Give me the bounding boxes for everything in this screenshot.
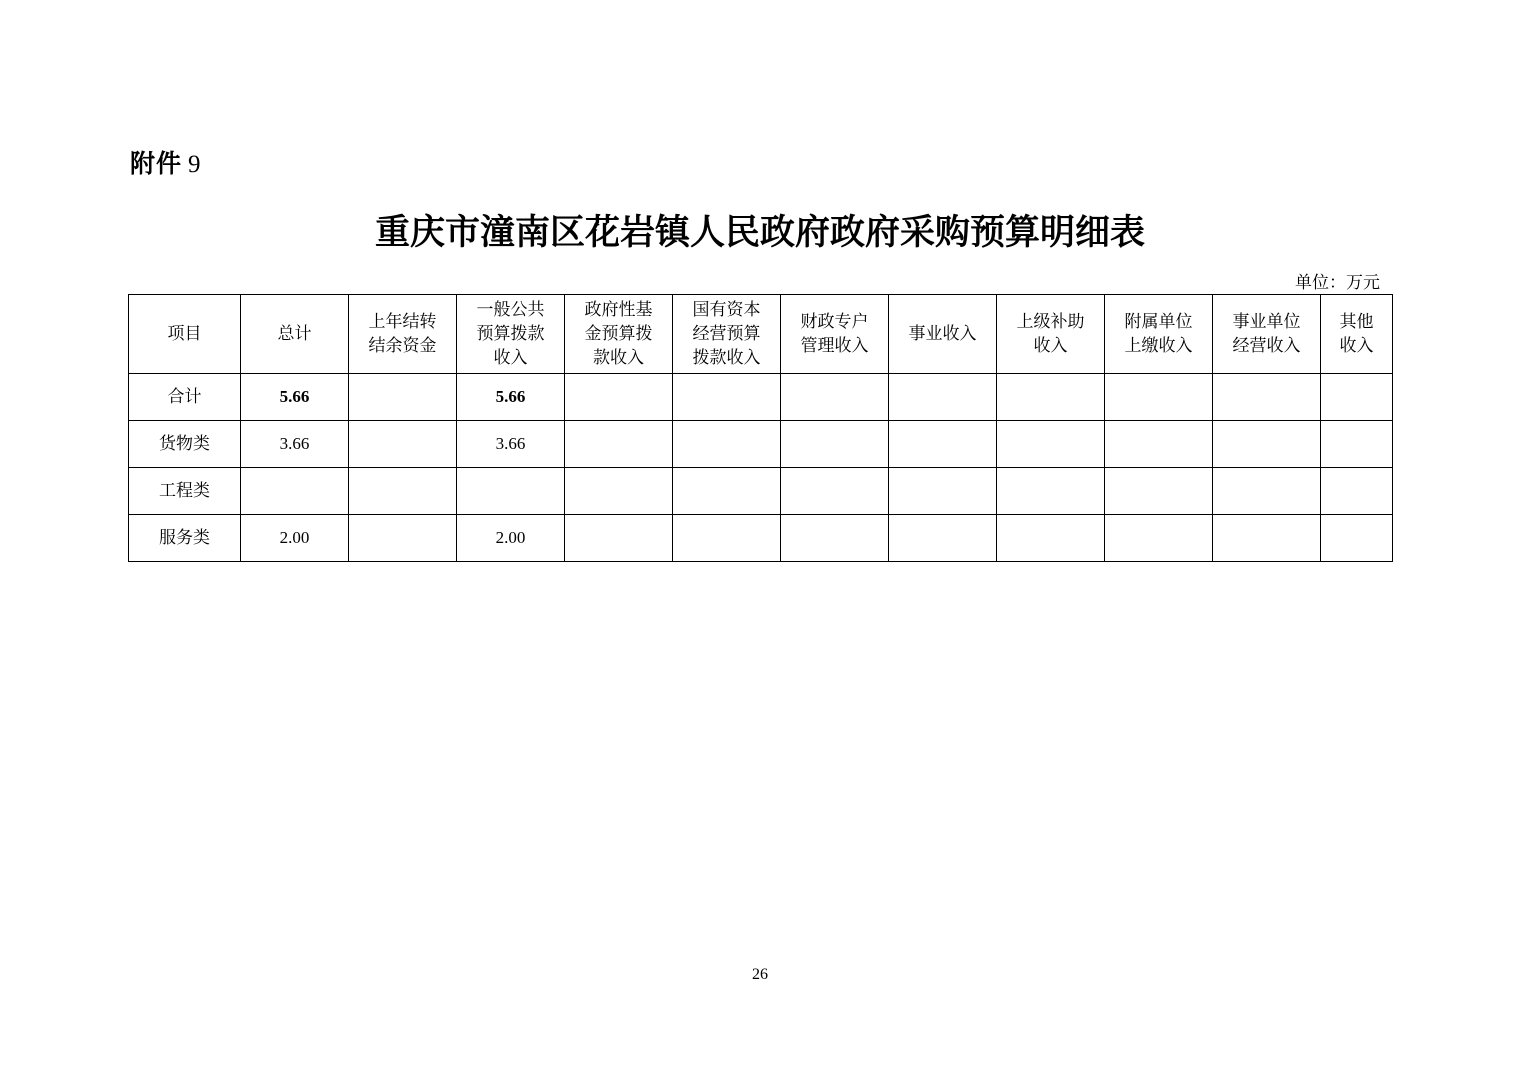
cell-total: 5.66 xyxy=(241,374,349,421)
cell-superior-subsidy xyxy=(997,421,1105,468)
document-title: 重庆市潼南区花岩镇人民政府政府采购预算明细表 xyxy=(374,212,1145,253)
cell-operating-income xyxy=(1213,421,1321,468)
cell-total: 2.00 xyxy=(241,515,349,562)
header-line: 结余资金 xyxy=(368,336,437,356)
cell-special-account xyxy=(781,421,889,468)
cell-special-account xyxy=(781,515,889,562)
row-label: 工程类 xyxy=(129,468,241,515)
table-header-row xyxy=(129,295,1393,374)
header-line: 财政专户 xyxy=(800,312,869,332)
header-cell xyxy=(997,295,1105,374)
header-line: 拨款收入 xyxy=(692,348,761,368)
header-line: 一般公共 xyxy=(476,300,545,320)
cell-business-income xyxy=(889,468,997,515)
cell-affiliate-turnover xyxy=(1105,468,1213,515)
table-row-total xyxy=(129,374,1393,421)
header-line: 经营预算 xyxy=(692,324,761,344)
cell-gov-fund xyxy=(565,468,673,515)
table-row xyxy=(129,515,1393,562)
header-line: 收入 xyxy=(1339,336,1374,356)
cell-business-income xyxy=(889,515,997,562)
cell-business-income xyxy=(889,421,997,468)
attachment-label xyxy=(130,144,202,180)
header-cell xyxy=(889,295,997,374)
header-line: 事业单位 xyxy=(1232,312,1301,332)
cell-other-income xyxy=(1321,374,1393,421)
header-cell xyxy=(241,295,349,374)
header-line: 其他 xyxy=(1339,312,1374,332)
cell-other-income xyxy=(1321,468,1393,515)
cell-gov-fund xyxy=(565,374,673,421)
cell-affiliate-turnover xyxy=(1105,515,1213,562)
cell-superior-subsidy xyxy=(997,374,1105,421)
cell-affiliate-turnover xyxy=(1105,374,1213,421)
cell-general-budget: 3.66 xyxy=(457,421,565,468)
header-line: 政府性基 xyxy=(584,300,653,320)
header-line: 收入 xyxy=(493,348,528,368)
row-label: 货物类 xyxy=(129,421,241,468)
cell-business-income xyxy=(889,374,997,421)
header-line: 上缴收入 xyxy=(1124,336,1193,356)
cell-special-account xyxy=(781,374,889,421)
header-cell xyxy=(1213,295,1321,374)
cell-special-account xyxy=(781,468,889,515)
cell-affiliate-turnover xyxy=(1105,421,1213,468)
page-number: 26 xyxy=(752,966,768,983)
cell-state-capital xyxy=(673,468,781,515)
header-cell xyxy=(1321,295,1393,374)
cell-general-budget: 5.66 xyxy=(457,374,565,421)
cell-other-income xyxy=(1321,515,1393,562)
cell-state-capital xyxy=(673,515,781,562)
header-cell xyxy=(457,295,565,374)
cell-total xyxy=(241,468,349,515)
header-line: 事业收入 xyxy=(908,324,977,344)
header-line: 收入 xyxy=(1033,336,1068,356)
cell-gov-fund xyxy=(565,515,673,562)
cell-carryover xyxy=(349,421,457,468)
header-line: 经营收入 xyxy=(1232,336,1301,356)
attachment-number: 9 xyxy=(188,151,202,178)
header-line: 管理收入 xyxy=(800,336,869,356)
row-label: 服务类 xyxy=(129,515,241,562)
header-cell xyxy=(349,295,457,374)
cell-operating-income xyxy=(1213,374,1321,421)
cell-gov-fund xyxy=(565,421,673,468)
header-line: 金预算拨 xyxy=(584,324,653,344)
header-cell xyxy=(781,295,889,374)
cell-superior-subsidy xyxy=(997,515,1105,562)
attachment-label-text: 附件 xyxy=(130,149,183,178)
cell-operating-income xyxy=(1213,468,1321,515)
cell-general-budget: 2.00 xyxy=(457,515,565,562)
cell-superior-subsidy xyxy=(997,468,1105,515)
header-line: 上级补助 xyxy=(1016,312,1085,332)
row-label: 合计 xyxy=(129,374,241,421)
cell-total: 3.66 xyxy=(241,421,349,468)
cell-state-capital xyxy=(673,421,781,468)
header-line: 总计 xyxy=(277,324,312,344)
header-cell xyxy=(129,295,241,374)
cell-operating-income xyxy=(1213,515,1321,562)
cell-carryover xyxy=(349,515,457,562)
header-line: 款收入 xyxy=(593,348,644,368)
cell-other-income xyxy=(1321,421,1393,468)
header-cell xyxy=(673,295,781,374)
header-cell xyxy=(1105,295,1213,374)
cell-state-capital xyxy=(673,374,781,421)
unit-label: 单位：万元 xyxy=(1295,273,1380,293)
cell-carryover xyxy=(349,374,457,421)
table-row xyxy=(129,468,1393,515)
header-line: 附属单位 xyxy=(1124,312,1193,332)
header-cell xyxy=(565,295,673,374)
procurement-budget-table xyxy=(128,294,1393,562)
header-line: 项目 xyxy=(167,324,202,344)
cell-carryover xyxy=(349,468,457,515)
cell-general-budget xyxy=(457,468,565,515)
header-line: 国有资本 xyxy=(692,300,761,320)
header-line: 预算拨款 xyxy=(476,324,545,344)
header-line: 上年结转 xyxy=(368,312,437,332)
table-row xyxy=(129,421,1393,468)
